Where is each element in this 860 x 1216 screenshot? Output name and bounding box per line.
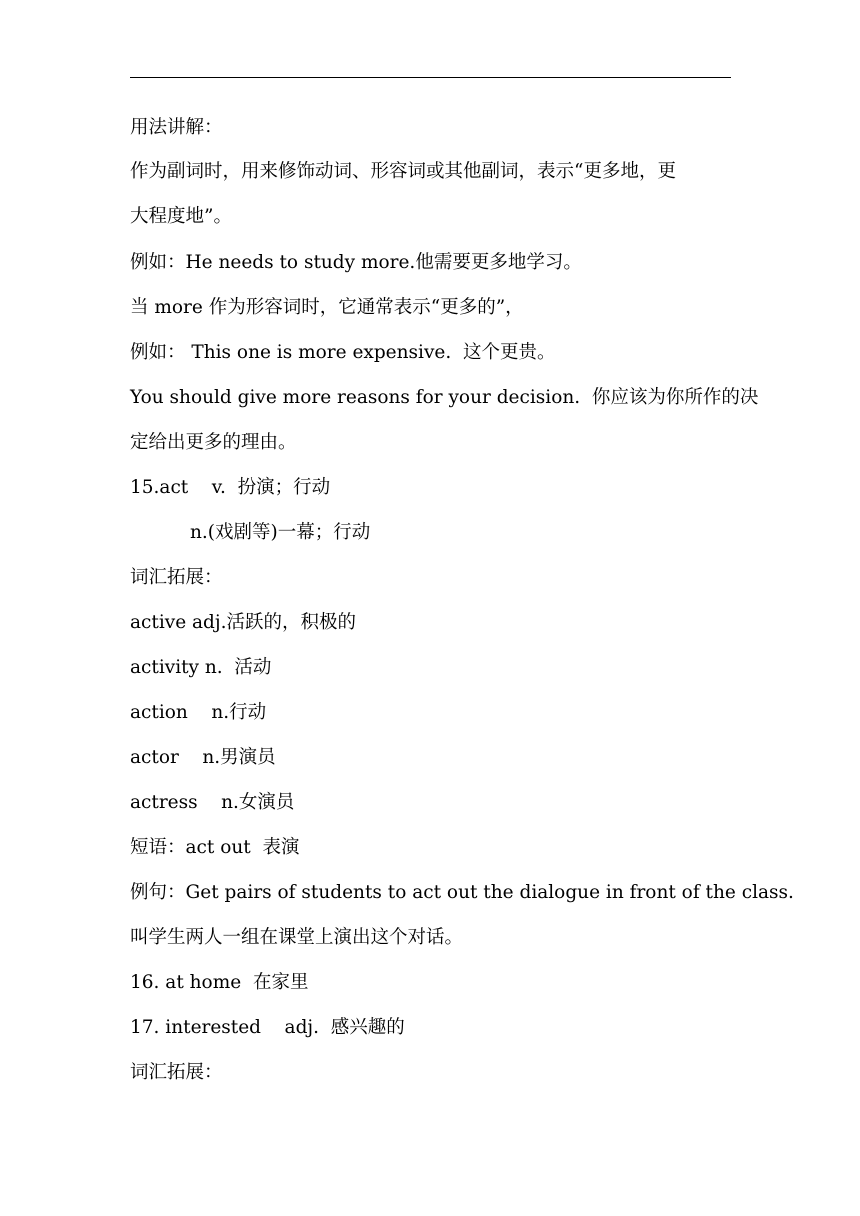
text-line: n.(戏剧等)一幕；行动 xyxy=(190,522,371,543)
text-line: 例句：Get pairs of students to act out the dialogue in front of the class. xyxy=(130,882,794,903)
text-line: 短语：act out 表演 xyxy=(130,837,300,858)
text-line: 作为副词时，用来修饰动词、形容词或其他副词，表示“更多地，更 xyxy=(130,161,676,182)
text-line: 大程度地”。 xyxy=(130,206,232,227)
text-line: active adj.活跃的，积极的 xyxy=(130,612,357,633)
text-line: 词汇拓展： xyxy=(130,1062,223,1083)
text-line: 定给出更多的理由。 xyxy=(130,432,297,453)
text-line: action n.行动 xyxy=(130,702,267,723)
text-line: 例如：He needs to study more.他需要更多地学习。 xyxy=(130,252,582,273)
text-line: 词汇拓展： xyxy=(130,567,223,588)
text-line: 例如： This one is more expensive. 这个更贵。 xyxy=(130,342,556,363)
text-line: 17. interested adj. 感兴趣的 xyxy=(130,1017,405,1038)
text-line: 用法讲解： xyxy=(130,117,223,138)
header-rule xyxy=(130,77,731,78)
text-line: 16. at home 在家里 xyxy=(130,972,309,993)
text-line: activity n. 活动 xyxy=(130,657,272,678)
text-line: You should give more reasons for your decision. 你应该为你所作的决 xyxy=(130,387,759,408)
text-line: 叫学生两人一组在课堂上演出这个对话。 xyxy=(130,927,464,948)
text-line: actress n.女演员 xyxy=(130,792,295,813)
text-line: actor n.男演员 xyxy=(130,747,276,768)
text-line: 15.act v. 扮演；行动 xyxy=(130,477,331,498)
text-line: 当 more 作为形容词时，它通常表示“更多的”， xyxy=(130,297,524,318)
